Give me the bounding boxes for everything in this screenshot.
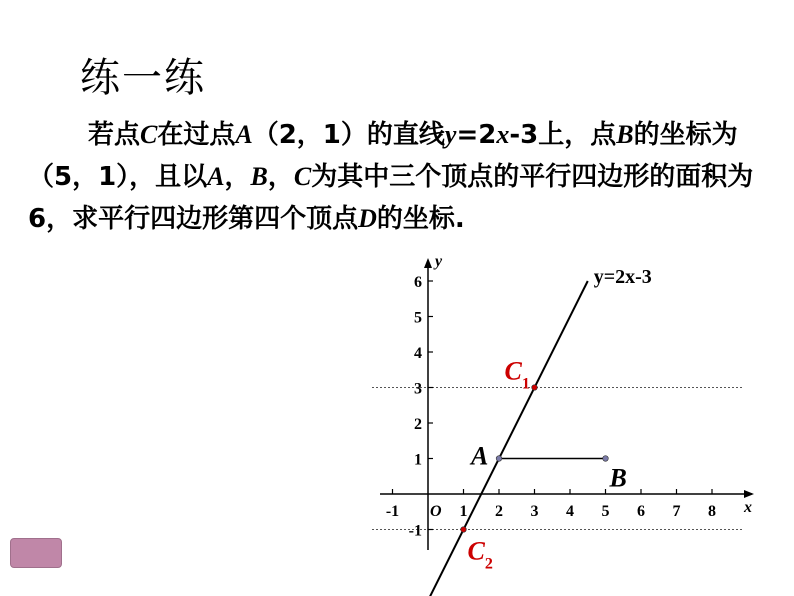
point-label-c1: $C_1$ — [504, 356, 530, 392]
line-equation-label: y=2x-3 — [593, 266, 652, 288]
y-tick-label: 5 — [414, 309, 422, 327]
problem-eq-x: x — [496, 120, 510, 149]
problem-seg5: 的坐标为（5，1），且以 — [28, 120, 738, 192]
y-tick-label: 2 — [414, 416, 422, 433]
nav-button[interactable] — [10, 538, 62, 568]
x-tick-label: 3 — [530, 503, 539, 520]
y-tick-label: -1 — [408, 522, 422, 540]
problem-seg7: 的坐标. — [376, 204, 465, 234]
problem-eq-mid: =2 — [456, 120, 497, 150]
point-label-a: A — [471, 441, 489, 471]
problem-point-b2: B — [250, 162, 268, 191]
x-tick-label: 7 — [672, 503, 681, 520]
point-c2 — [461, 527, 467, 533]
problem-seg2: 在过点 — [157, 120, 236, 150]
x-tick-label: 4 — [566, 503, 574, 520]
y-tick-label: 4 — [414, 345, 422, 362]
x-tick-label: -1 — [385, 503, 400, 520]
problem-comma2: ， — [267, 162, 294, 192]
problem-point-a: A — [235, 120, 253, 149]
x-tick-label: 6 — [637, 503, 645, 520]
x-axis-arrow — [744, 490, 754, 498]
problem-point-c: C — [140, 120, 158, 149]
y-tick-label: 1 — [414, 451, 422, 469]
problem-point-a2: A — [207, 162, 225, 191]
problem-comma1: ， — [224, 162, 251, 192]
origin-label: O — [430, 503, 442, 520]
problem-point-d: D — [358, 204, 377, 233]
y-axis-arrow — [424, 258, 432, 268]
y-tick-label: 3 — [414, 380, 422, 398]
x-axis-label: x — [744, 499, 752, 516]
line-graph — [396, 266, 652, 596]
problem-point-b: B — [616, 120, 634, 149]
point-label-subscript: 1 — [521, 375, 530, 392]
slide-title: 练一练 — [80, 55, 206, 101]
x-tick-label: 2 — [495, 503, 503, 520]
point-label-subscript: 2 — [484, 555, 493, 572]
problem-point-c2: C — [293, 162, 312, 191]
problem-seg1: 若点 — [88, 120, 141, 150]
problem-eq-end: -3 — [509, 120, 539, 150]
problem-eq-y: y — [444, 120, 457, 149]
tick-marks — [386, 274, 716, 540]
point-a — [496, 456, 502, 462]
point-label-b: B — [609, 463, 627, 493]
problem-seg4: 上，点 — [538, 120, 617, 150]
y-axis-label: y — [435, 253, 443, 270]
point-c1 — [532, 385, 538, 391]
y-tick-label: 6 — [414, 274, 422, 291]
points — [461, 357, 627, 573]
x-tick-label: 8 — [708, 503, 716, 520]
x-tick-label: 5 — [601, 503, 610, 520]
x-tick-label: 1 — [459, 503, 468, 520]
point-label-c2: $C_2$ — [467, 536, 493, 572]
point-b — [603, 456, 609, 462]
line-y-2x-3 — [396, 281, 588, 596]
problem-seg3: （2，1）的直线 — [252, 120, 445, 150]
problem-seg6: 为其中三个顶点的平行四边形的面积为6，求平行四边形第四个顶点 — [28, 162, 754, 234]
